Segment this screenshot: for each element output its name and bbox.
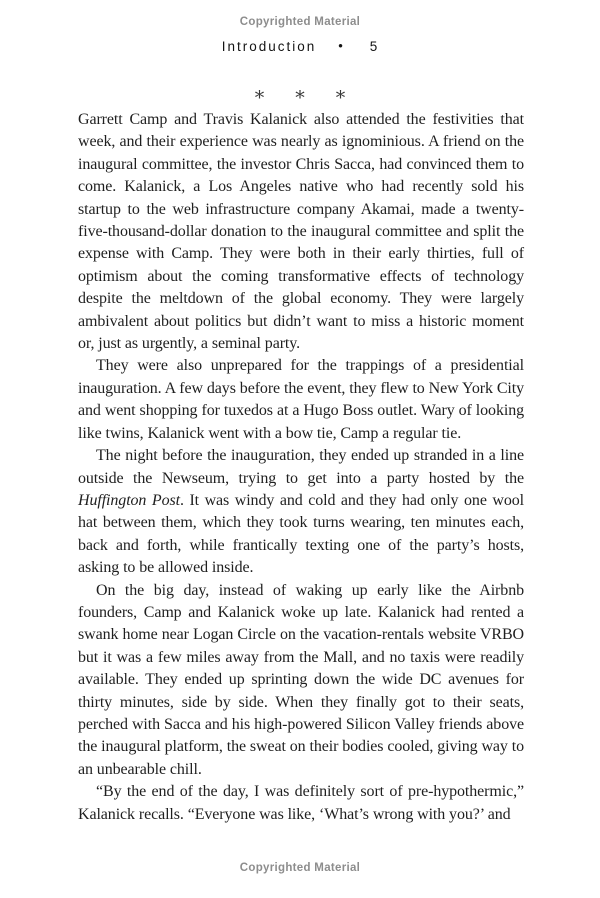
asterisk-icon: * [295, 87, 305, 109]
asterisk-icon: * [335, 87, 346, 109]
paragraph [78, 355, 524, 445]
running-header [0, 39, 600, 54]
paragraph-text: They were also unprepared for the trappings of a presidential inauguration. A few days before the event, they flew to New York City and went shopping for tuxedos at a Hugo Boss outlet. Wary of looking like twins, Kalanick went with a bow tie, Camp a regular tie. [78, 357, 524, 442]
section-break [0, 86, 600, 109]
asterisk-icon: * [254, 87, 265, 109]
paragraph [78, 445, 524, 579]
chapter-title: Introduction [221, 39, 317, 54]
paragraph-text: On the big day, instead of waking up early like the Airbnb founders, Camp and Kalanick woke up late. Kalanick had rented a swank home near Logan Circle on the vacation-rentals website VRBO but it was a few miles away from the Mall, and no taxis were readily available. They ended up sprinting down the wide DC avenues for thirty minutes, side by side. When they finally got to their seats, perched with Sacca and his high-powered Silicon Valley friends above the inaugural platform, the sweat on their bodies cooled, giving way to an unbearable chill. [78, 581, 524, 778]
copyright-notice-bottom: Copyrighted Material [239, 862, 361, 874]
copyright-notice-top: Copyrighted Material [239, 16, 361, 28]
paragraph-text: . It was windy and cold and they had only one wool hat between them, which they took turns wearing, ten minutes each, back and forth, while frantically texting one of the party’s hosts, asking to be allowed inside. [78, 491, 524, 577]
italic-publication-name: Huffington Post [78, 491, 180, 509]
paragraph-text: The night before the inauguration, they ended up stranded in a line outside the Newseum, trying to get into a party hosted by the [78, 447, 524, 487]
body-text-block [78, 109, 524, 826]
paragraph [78, 109, 524, 355]
page-number: 5 [369, 39, 379, 54]
header-bullet-icon: • [338, 38, 343, 53]
paragraph-text: “By the end of the day, I was definitely sort of pre-hypothermic,” Kalanick recalls. “Everyone was like, ‘What’s wrong with you?’ and [78, 783, 524, 823]
paragraph [78, 781, 524, 826]
paragraph [78, 580, 524, 782]
paragraph-text: Garrett Camp and Travis Kalanick also attended the festivities that week, and their experience was nearly as ignominious. A friend on the inaugural committee, the investor Chris Sacca, had convinced them to come. Kalanick, a Los Angeles native who had recently sold his startup to the web infrastructure company Akamai, made a twenty-five-thousand-dollar donation to the inaugural committee and split the expense with Camp. They were both in their early thirties, full of optimism about the coming transformative effects of technology despite the meltdown of the global economy. They were largely ambivalent about politics but didn’t want to miss a historic moment or, just as urgently, a seminal party. [78, 111, 524, 353]
